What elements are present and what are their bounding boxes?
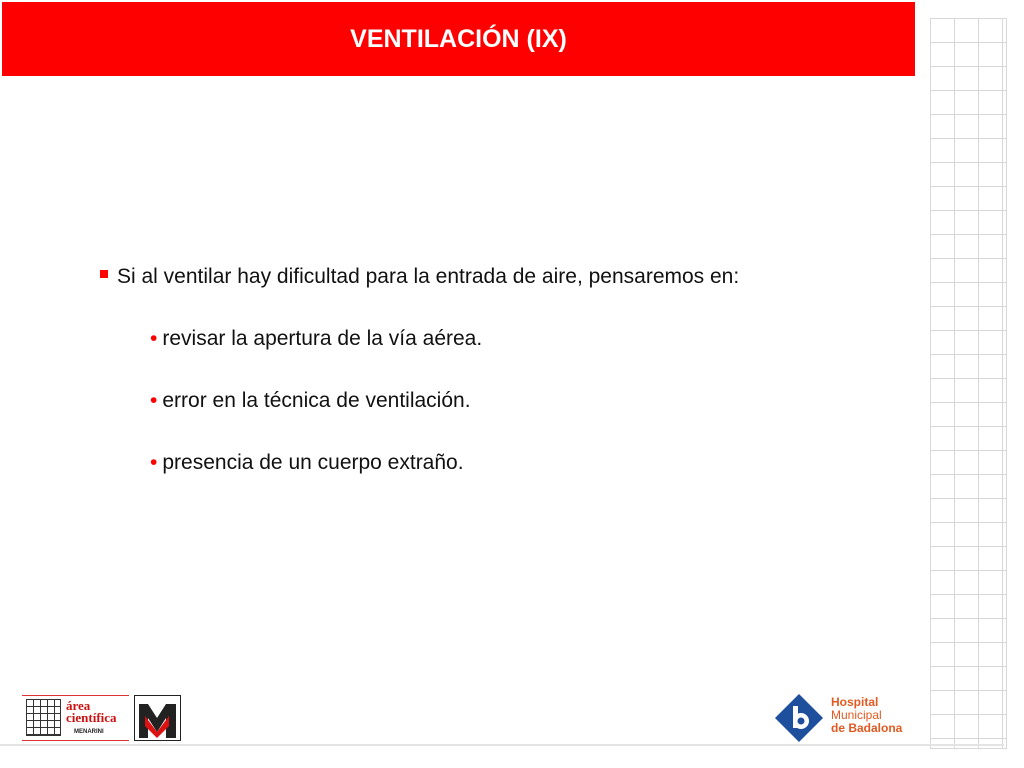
sub-bullet-text: error en la técnica de ventilación. bbox=[162, 389, 471, 412]
main-bullet bbox=[100, 265, 739, 289]
menarini-m-icon bbox=[134, 695, 181, 741]
hospital-b-icon bbox=[773, 692, 825, 744]
slide-title: VENTILACIÓN (IX) bbox=[350, 24, 567, 53]
dot-bullet-icon: • bbox=[150, 389, 158, 412]
grid-logo-icon bbox=[26, 699, 61, 736]
sub-bullet bbox=[150, 327, 482, 351]
logo-text bbox=[66, 700, 117, 724]
main-bullet-text: Si al ventilar hay dificultad para la entrada de aire, pensaremos en: bbox=[117, 265, 740, 288]
sub-bullet-text: revisar la apertura de la vía aérea. bbox=[162, 327, 483, 350]
hospital-line1: Hospital bbox=[831, 695, 879, 709]
logo-line1: área bbox=[66, 698, 91, 713]
sub-bullet-text: presencia de un cuerpo extraño. bbox=[162, 451, 464, 474]
square-bullet-icon bbox=[100, 270, 108, 278]
logo-subtitle: MENARINI bbox=[74, 729, 104, 735]
hospital-line3: de Badalona bbox=[831, 721, 903, 735]
sub-bullet bbox=[150, 451, 464, 475]
area-cientifica-logo bbox=[22, 695, 180, 741]
sub-bullet bbox=[150, 389, 471, 413]
footer-divider bbox=[0, 744, 1004, 746]
logo-frame bbox=[22, 695, 129, 741]
title-bar bbox=[2, 2, 915, 76]
dot-bullet-icon: • bbox=[150, 327, 158, 350]
hospital-name bbox=[831, 696, 902, 735]
hospital-badalona-logo bbox=[773, 692, 918, 744]
decorative-grid bbox=[930, 18, 1007, 749]
logo-line2: científica bbox=[66, 710, 117, 725]
hospital-line2: Municipal bbox=[831, 708, 882, 722]
dot-bullet-icon: • bbox=[150, 451, 158, 474]
